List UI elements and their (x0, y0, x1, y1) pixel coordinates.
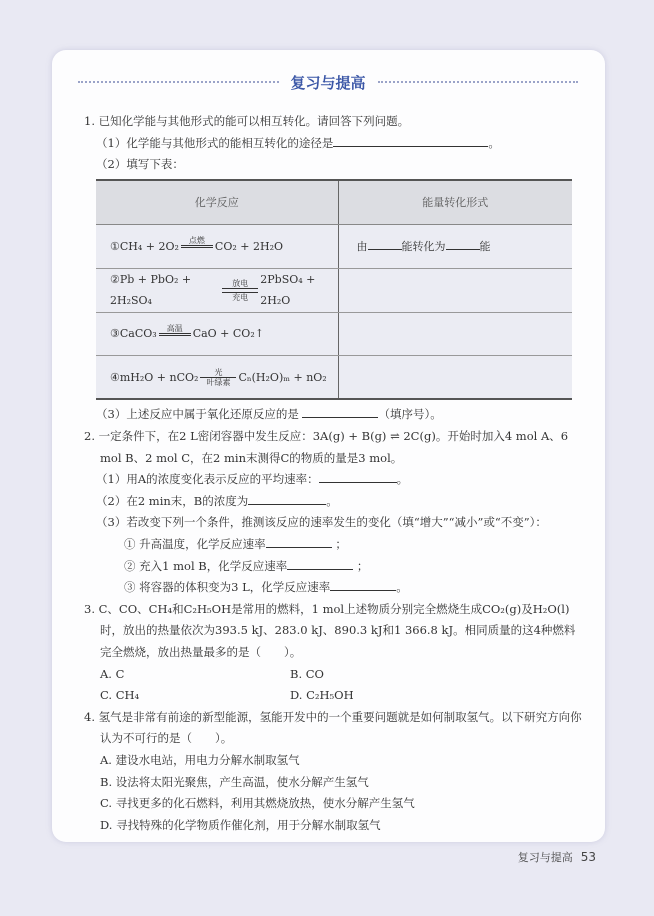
exercises (84, 111, 584, 836)
eq-left: ③CaCO₃ (110, 327, 157, 341)
option-b[interactable]: B. CO (290, 666, 324, 681)
reaction-table (96, 179, 572, 401)
eq-condition: 高温 (166, 323, 183, 333)
answer-blank[interactable] (302, 405, 378, 418)
question-4 (84, 707, 584, 837)
equation (110, 236, 283, 258)
energy-text: 能 (479, 239, 491, 253)
q2-stem: 2. 一定条件下，在2 L密闭容器中发生反应：3A(g) + B(g) ⇌ 2C(g)。开始时加入4 mol A、6 mol B、2 mol C，在2 min末测得C的物质的量是3 mol。 (84, 429, 569, 465)
divider (378, 81, 579, 83)
q1-part2: （2）填写下表： (96, 157, 184, 172)
answer-cell[interactable] (338, 268, 572, 312)
table-row (96, 312, 572, 356)
q1-part3 (84, 404, 584, 426)
equation (110, 269, 338, 312)
q4-stem: 4. 氢气是非常有前途的新型能源，氢能开发中的一个重要问题就是如何制取氢气。以下研究方向你认为不可行的是（ ）。 (84, 709, 582, 746)
q2-sub2 (84, 556, 584, 578)
q1-p3-text: （3）上述反应中属于氧化还原反应的是 (96, 407, 299, 422)
q2-p2-text: （2）在2 min末，B的浓度为 (96, 493, 249, 508)
option-d[interactable]: D. 寻找特殊的化学物质作催化剂，用于分解水制取氢气 (100, 817, 381, 832)
footer-label: 复习与提高 (517, 851, 573, 864)
eq-left: ①CH₄ + 2O₂ (110, 239, 179, 253)
answer-blank[interactable] (330, 578, 396, 591)
q1-stem: 1. 已知化学能与其他形式的能可以相互转化。请回答下列问题。 (84, 114, 410, 128)
sub-text: ① 升高温度，化学反应速率 (124, 537, 266, 552)
eq-condition: 光 (214, 367, 223, 377)
eq-right: 2PbSO₄ + 2H₂O (260, 272, 316, 308)
punct: 。 (396, 580, 408, 595)
q2-p1-text: （1）用A的浓度变化表示反应的平均速率： (96, 472, 319, 487)
equation (110, 323, 264, 345)
option-c[interactable]: C. CH₄ (100, 688, 140, 703)
question-1 (84, 111, 584, 426)
option-c[interactable]: C. 寻找更多的化石燃料，利用其燃烧放热，使水分解产生氢气 (100, 796, 415, 811)
page-footer (518, 849, 596, 865)
eq-condition: 充电 (232, 292, 249, 302)
question-2 (84, 426, 584, 599)
q1-p1-text: （1）化学能与其他形式的能相互转化的途径是 (96, 135, 334, 150)
eq-condition: 放电 (232, 278, 249, 288)
punct: ； (356, 558, 369, 573)
eq-right: CaO + CO₂↑ (192, 327, 264, 341)
q4-options (84, 750, 584, 836)
answer-cell[interactable] (338, 356, 572, 400)
eq-right: CO₂ + 2H₂O (214, 239, 283, 253)
q1-part1 (84, 133, 584, 155)
answer-blank[interactable] (266, 535, 332, 548)
eq-left: ②Pb + PbO₂ + 2H₂SO₄ (110, 272, 192, 308)
eq-condition: 叶绿素 (206, 377, 231, 387)
answer-blank[interactable] (248, 492, 326, 505)
header-energy: 能量转化形式 (338, 180, 572, 225)
divider (78, 81, 279, 83)
q2-part2 (84, 491, 584, 513)
header-reaction: 化学反应 (96, 180, 338, 225)
answer-blank[interactable] (368, 237, 402, 250)
punct: （填序号）。 (378, 407, 442, 422)
section-title: 复习与提高 (290, 73, 366, 92)
punct: ； (335, 537, 347, 552)
punct: 。 (396, 472, 409, 487)
question-3 (84, 599, 584, 707)
sub-text: ③ 将容器的体积变为3 L，化学反应速率 (124, 580, 331, 595)
answer-blank[interactable] (446, 237, 480, 250)
punct: 。 (326, 493, 338, 508)
option-d[interactable]: D. C₂H₅OH (290, 688, 354, 703)
q3-stem: 3. C、CO、CH₄和C₂H₅OH是常用的燃料，1 mol上述物质分别完全燃烧生成CO₂(g)及H₂O(l)时，放出的热量依次为393.5 kJ、283.0 kJ、890.3 kJ和1 366.8 kJ。相同质量的这4种燃料完全燃烧，放出热量最多的是（ ）。 (84, 601, 576, 659)
sub-text: ② 充入1 mol B，化学反应速率 (124, 558, 288, 573)
energy-text: 能转化为 (401, 239, 446, 253)
table-row (96, 225, 572, 269)
table-row (96, 356, 572, 400)
section-header (78, 72, 578, 92)
q2-sub1 (84, 534, 584, 556)
eq-right: Cₙ(H₂O)ₘ + nO₂ (238, 370, 327, 384)
q2-part3: （3）若改变下列一个条件，推测该反应的速率发生的变化（填“增大”“减小”或“不变”）： (96, 515, 547, 530)
answer-blank[interactable] (287, 557, 353, 570)
punct: 。 (488, 135, 500, 150)
page-number: 53 (580, 850, 596, 864)
option-b[interactable]: B. 设法将太阳光聚焦，产生高温，使水分解产生氢气 (100, 774, 369, 789)
q2-part1 (84, 469, 584, 491)
eq-condition: 点燃 (188, 236, 205, 246)
q2-sub3 (84, 577, 584, 599)
table-row (96, 268, 572, 312)
energy-text: 由 (356, 239, 368, 253)
eq-left: ④mH₂O + nCO₂ (110, 370, 199, 384)
option-a[interactable]: A. 建设水电站，用电力分解水制取氢气 (100, 752, 300, 767)
answer-cell[interactable] (338, 312, 572, 356)
answer-blank[interactable] (333, 134, 488, 147)
answer-blank[interactable] (319, 470, 397, 483)
equation (110, 367, 327, 389)
q3-options (84, 664, 584, 707)
option-a[interactable]: A. C (100, 666, 125, 681)
